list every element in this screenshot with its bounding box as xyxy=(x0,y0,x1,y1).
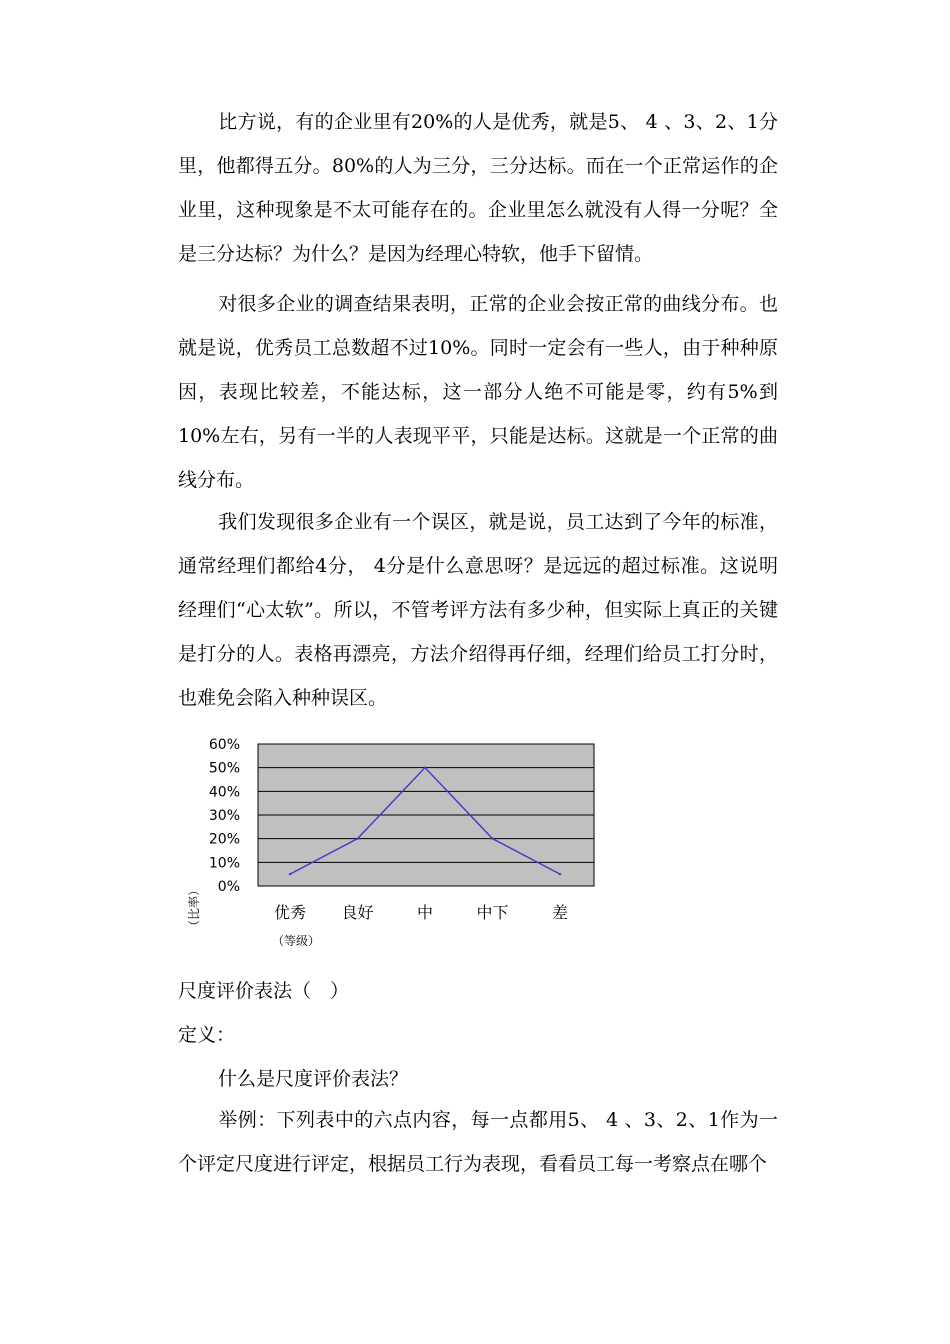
y-tick-label: 60% xyxy=(208,737,240,753)
paragraph-2: 对很多企业的调查结果表明，正常的企业会按正常的曲线分布。也就是说，优秀员工总数超不过10%。同时一定会有一些人，由于种种原因，表现比较差，不能达标，这一部分人绝不可能是零，约有5%到10%左右，另有一半的人表现平平，只能是达标。这就是一个正常的曲线分布。 xyxy=(178,293,778,491)
data-point xyxy=(356,837,358,839)
y-tick-label: 20% xyxy=(208,831,240,848)
example-paragraph: 举例：下列表中的六点内容，每一点都用5、 4 、3、2、1作为一个评定尺度进行评定，根据员工行为表现，看看员工每一考察点在哪个 xyxy=(178,1109,778,1175)
data-point xyxy=(289,873,291,875)
data-point xyxy=(424,766,426,768)
paragraph-3: 我们发现很多企业有一个误区，就是说，员工达到了今年的标准，通常经理们都给4分， 4分是什么意思呀？是远远的超过标准。这说明经理们“心太软”。所以，不管考评方法有多少种，但实际上真正的关键是打分的人。表格再漂亮，方法介绍得再仔细，经理们给员工打分时，也难免会陷入种种误区。 xyxy=(178,511,778,709)
y-tick-label: 50% xyxy=(208,760,240,777)
y-tick-label: 30% xyxy=(208,808,240,824)
y-tick-label: 0% xyxy=(217,879,240,895)
grade-distribution-chart xyxy=(178,730,598,955)
section-title: 尺度评价表法（ ） xyxy=(178,980,350,1002)
definition-label: 定义： xyxy=(178,1024,236,1046)
x-category-label: 中下 xyxy=(476,903,509,922)
y-tick-label: 40% xyxy=(208,784,240,801)
y-axis-label: （比率） xyxy=(187,883,201,933)
x-axis-label: （等级） xyxy=(271,934,321,948)
data-point xyxy=(559,873,561,875)
x-category-label: 中 xyxy=(416,903,434,922)
data-point xyxy=(491,837,493,839)
x-category-label: 差 xyxy=(551,903,569,922)
x-category-label: 良好 xyxy=(341,903,374,922)
question-text: 什么是尺度评价表法？ xyxy=(218,1068,409,1090)
paragraph-1: 比方说，有的企业里有20%的人是优秀，就是5、 4 、3、2、1分里，他都得五分。80%的人为三分，三分达标。而在一个正常运作的企业里，这种现象是不太可能存在的。企业里怎么就没有人得一分呢？全是三分达标？为什么？是因为经理心特软，他手下留情。 xyxy=(178,111,778,265)
x-category-label: 优秀 xyxy=(273,903,307,922)
y-tick-label: 10% xyxy=(208,855,240,872)
